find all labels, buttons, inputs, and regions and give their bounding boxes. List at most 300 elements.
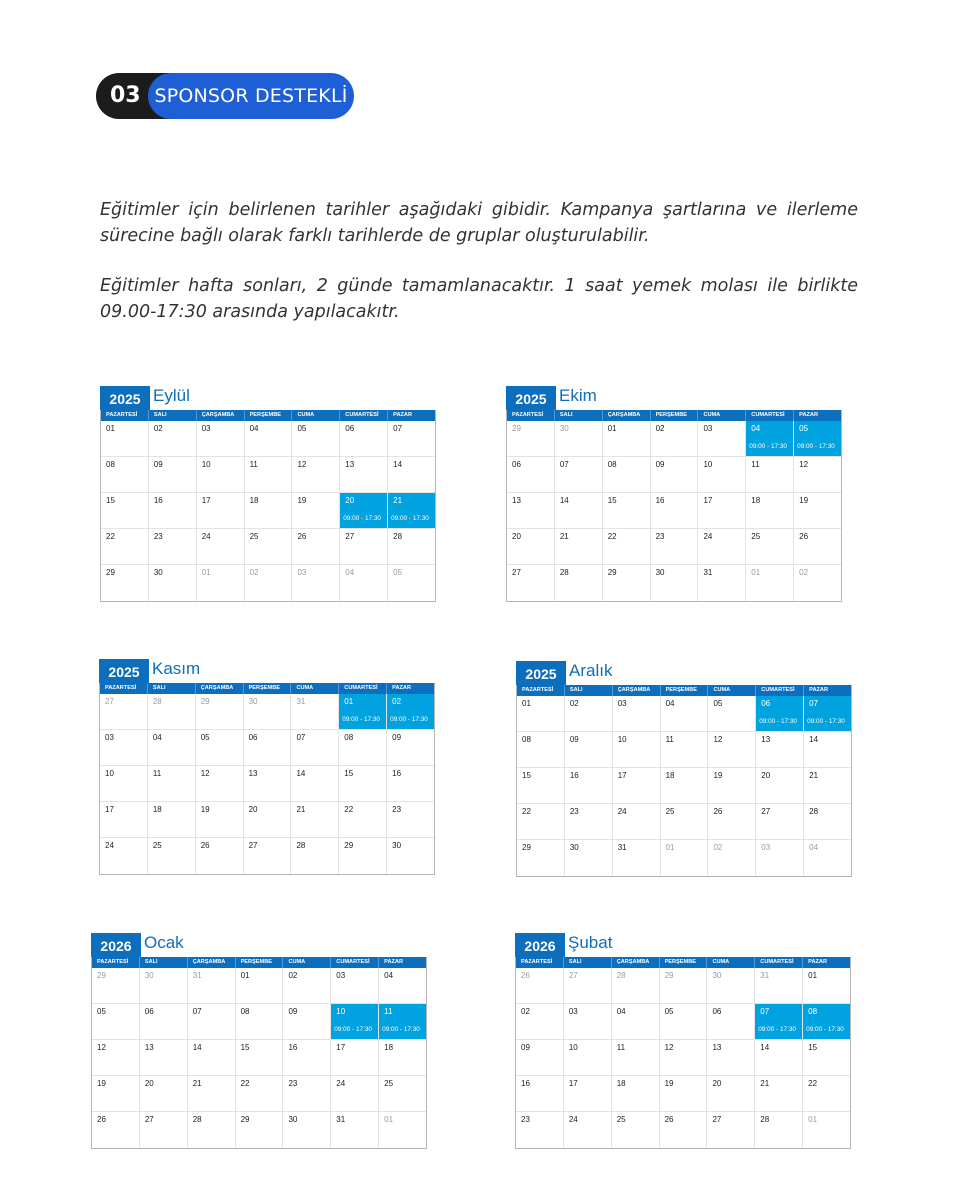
calendar-day-cell: [746, 565, 794, 601]
calendar-week-row: [92, 1112, 426, 1148]
calendar-header: [506, 386, 842, 410]
day-number: 15: [522, 771, 531, 780]
session-time: 09:00 - 17:30: [806, 1026, 844, 1033]
calendar-day-cell: [283, 1004, 331, 1040]
calendar-day-cell: [803, 1076, 850, 1112]
day-number: 27: [512, 568, 521, 577]
calendar-1: [506, 386, 842, 602]
calendar-month: Ocak: [144, 933, 184, 952]
calendar-week-row: [517, 696, 851, 732]
weekday-label: SALI: [149, 410, 197, 421]
calendar-day-cell: [803, 968, 850, 1004]
day-number: 25: [384, 1079, 394, 1088]
calendar-header: [515, 933, 851, 957]
day-number: 23: [288, 1079, 298, 1088]
calendar-day-cell: [387, 802, 434, 838]
day-number: 18: [751, 496, 761, 505]
day-number: 14: [559, 496, 569, 505]
day-number: 24: [105, 841, 114, 850]
day-number: 13: [248, 769, 258, 778]
day-number: 20: [144, 1079, 154, 1088]
day-number: 28: [760, 1115, 770, 1124]
calendar-week-row: [92, 1076, 426, 1112]
day-number: 27: [105, 697, 114, 706]
day-number: 12: [200, 769, 210, 778]
day-number: 22: [106, 532, 115, 541]
session-time: 09:00 - 17:30: [749, 443, 787, 450]
calendar-week-row: [517, 840, 851, 876]
calendar-day-cell: [388, 529, 435, 565]
calendar-day-cell: [707, 1040, 755, 1076]
calendar-day-cell: [140, 1040, 188, 1076]
weekday-header-row: [516, 957, 850, 968]
calendar-day-cell: [339, 838, 387, 874]
day-number: 26: [664, 1115, 674, 1124]
calendar-3: [516, 661, 852, 877]
calendar-day-cell: [100, 730, 148, 766]
training-day-cell: [340, 493, 388, 529]
calendar-day-cell: [188, 1040, 236, 1076]
day-number: 27: [345, 532, 355, 541]
day-number: 09: [655, 460, 665, 469]
calendar-day-cell: [794, 565, 841, 601]
day-number: 02: [655, 424, 665, 433]
calendar-day-cell: [245, 493, 293, 529]
calendar-year: 2026: [515, 933, 565, 957]
calendar-day-cell: [245, 529, 293, 565]
calendar-day-cell: [291, 802, 339, 838]
day-number: 20: [248, 805, 258, 814]
day-number: 18: [384, 1043, 394, 1052]
calendar-week-row: [92, 1004, 426, 1040]
calendar-day-cell: [603, 529, 651, 565]
day-number: 28: [809, 807, 819, 816]
calendar-day-cell: [340, 421, 388, 457]
calendar-day-cell: [331, 968, 379, 1004]
calendar-month: Şubat: [568, 933, 613, 952]
calendar-day-cell: [340, 529, 388, 565]
session-time: 09:00 - 17:30: [382, 1026, 420, 1033]
calendar-day-cell: [148, 838, 196, 874]
day-number: 13: [512, 496, 521, 505]
calendar-day-cell: [651, 457, 699, 493]
calendar-day-cell: [196, 802, 244, 838]
day-number: 06: [712, 1007, 722, 1016]
day-number: 30: [569, 843, 579, 852]
calendar-day-cell: [613, 804, 661, 840]
calendar-week-row: [507, 457, 841, 493]
calendar-day-cell: [564, 1076, 612, 1112]
calendar-day-cell: [197, 529, 245, 565]
session-time: 09:00 - 17:30: [758, 1026, 796, 1033]
day-number: 06: [512, 460, 521, 469]
session-time: 09:00 - 17:30: [391, 515, 429, 522]
day-number: 08: [808, 1007, 818, 1016]
calendar-day-cell: [236, 1040, 284, 1076]
session-time: 09:00 - 17:30: [343, 515, 381, 522]
day-number: 26: [297, 532, 307, 541]
calendar-day-cell: [244, 730, 292, 766]
calendar-year: 2025: [100, 386, 150, 410]
weekday-label: ÇARŞAMBA: [603, 410, 651, 421]
calendar-week-row: [100, 694, 434, 730]
weekday-label: CUMARTESİ: [755, 957, 803, 968]
calendar-day-cell: [236, 1076, 284, 1112]
day-number: 24: [201, 532, 211, 541]
day-number: 22: [240, 1079, 250, 1088]
weekday-label: CUMARTESİ: [339, 683, 387, 694]
day-number: 29: [200, 697, 210, 706]
weekday-label: ÇARŞAMBA: [197, 410, 245, 421]
calendar-day-cell: [603, 421, 651, 457]
day-number: 09: [153, 460, 163, 469]
day-number: 21: [192, 1079, 202, 1088]
day-number: 10: [568, 1043, 578, 1052]
calendar-day-cell: [651, 565, 699, 601]
calendar-day-cell: [794, 493, 841, 529]
day-number: 14: [760, 1043, 770, 1052]
calendar-day-cell: [555, 421, 603, 457]
calendar-day-cell: [707, 1004, 755, 1040]
calendar-day-cell: [507, 565, 555, 601]
calendar-day-cell: [196, 694, 244, 730]
calendar-2: [99, 659, 435, 875]
day-number: 04: [152, 733, 162, 742]
day-number: 01: [751, 568, 761, 577]
weekday-label: PAZARTESİ: [92, 957, 140, 968]
calendar-week-row: [92, 1040, 426, 1076]
calendar-year: 2026: [91, 933, 141, 957]
weekday-label: ÇARŞAMBA: [188, 957, 236, 968]
day-number: 31: [760, 971, 770, 980]
day-number: 16: [655, 496, 665, 505]
calendar-day-cell: [517, 768, 565, 804]
calendar-day-cell: [140, 1076, 188, 1112]
weekday-label: SALI: [140, 957, 188, 968]
calendar-week-row: [516, 1112, 850, 1148]
calendar-day-cell: [244, 838, 292, 874]
day-number: 10: [336, 1007, 346, 1016]
day-number: 23: [569, 807, 579, 816]
calendar-day-cell: [565, 804, 613, 840]
training-day-cell: [388, 493, 435, 529]
calendar-day-cell: [660, 1040, 708, 1076]
calendar-day-cell: [565, 840, 613, 876]
calendar-5: [515, 933, 851, 1149]
calendar-day-cell: [149, 421, 197, 457]
day-number: 17: [201, 496, 211, 505]
calendar-day-cell: [291, 766, 339, 802]
calendar-day-cell: [661, 840, 709, 876]
day-number: 30: [392, 841, 402, 850]
calendar-day-cell: [564, 1004, 612, 1040]
weekday-label: PAZAR: [393, 412, 413, 418]
calendar-day-cell: [291, 694, 339, 730]
day-number: 10: [703, 460, 713, 469]
day-number: 10: [201, 460, 211, 469]
day-number: 28: [296, 841, 306, 850]
day-number: 28: [393, 532, 403, 541]
calendar-day-cell: [803, 1040, 850, 1076]
day-number: 27: [248, 841, 258, 850]
calendar-day-cell: [236, 1004, 284, 1040]
calendar-grid: [515, 957, 851, 1149]
calendar-day-cell: [564, 1112, 612, 1148]
calendar-day-cell: [388, 565, 435, 601]
calendar-day-cell: [236, 968, 284, 1004]
training-day-cell: [746, 421, 794, 457]
calendar-day-cell: [708, 840, 756, 876]
day-number: 13: [712, 1043, 722, 1052]
day-number: 01: [201, 568, 211, 577]
calendar-day-cell: [339, 802, 387, 838]
day-number: 03: [336, 971, 346, 980]
day-number: 27: [712, 1115, 722, 1124]
day-number: 02: [249, 568, 259, 577]
calendar-day-cell: [387, 838, 434, 874]
day-number: 21: [559, 532, 569, 541]
calendar-day-cell: [100, 802, 148, 838]
weekday-label: CUMARTESİ: [331, 957, 379, 968]
calendar-day-cell: [149, 457, 197, 493]
training-day-cell: [387, 694, 434, 730]
day-number: 19: [799, 496, 809, 505]
calendar-day-cell: [196, 838, 244, 874]
calendar-day-cell: [651, 421, 699, 457]
day-number: 08: [607, 460, 617, 469]
day-number: 24: [703, 532, 713, 541]
weekday-label: SALI: [565, 685, 613, 696]
day-number: 01: [808, 1115, 818, 1124]
calendar-day-cell: [379, 968, 426, 1004]
day-number: 07: [192, 1007, 202, 1016]
calendar-grid: [91, 957, 427, 1149]
calendar-day-cell: [612, 1076, 660, 1112]
calendar-day-cell: [291, 730, 339, 766]
calendar-week-row: [100, 802, 434, 838]
day-number: 03: [703, 424, 713, 433]
day-number: 15: [240, 1043, 250, 1052]
training-day-cell: [331, 1004, 379, 1040]
calendar-day-cell: [517, 840, 565, 876]
day-number: 06: [248, 733, 258, 742]
calendar-day-cell: [755, 1076, 803, 1112]
calendar-month: Ekim: [559, 386, 597, 405]
calendar-day-cell: [698, 457, 746, 493]
day-number: 16: [569, 771, 579, 780]
calendar-day-cell: [517, 696, 565, 732]
day-number: 30: [248, 697, 258, 706]
weekday-label: CUMA: [707, 957, 755, 968]
calendar-day-cell: [245, 565, 293, 601]
day-number: 27: [568, 971, 578, 980]
calendar-day-cell: [804, 804, 851, 840]
weekday-label: PAZAR: [384, 959, 404, 965]
day-number: 25: [152, 841, 162, 850]
day-number: 17: [105, 805, 114, 814]
day-number: 18: [665, 771, 675, 780]
calendar-day-cell: [140, 1004, 188, 1040]
day-number: 18: [152, 805, 162, 814]
calendar-day-cell: [708, 768, 756, 804]
calendar-day-cell: [339, 766, 387, 802]
day-number: 05: [393, 568, 403, 577]
calendar-day-cell: [516, 1040, 564, 1076]
day-number: 04: [249, 424, 259, 433]
day-number: 23: [392, 805, 402, 814]
calendar-day-cell: [244, 694, 292, 730]
day-number: 31: [703, 568, 713, 577]
calendar-week-row: [507, 565, 841, 601]
calendar-week-row: [101, 421, 435, 457]
calendar-day-cell: [244, 802, 292, 838]
calendar-header: [91, 933, 427, 957]
calendar-day-cell: [339, 730, 387, 766]
calendar-day-cell: [283, 968, 331, 1004]
calendar-day-cell: [555, 565, 603, 601]
day-number: 25: [665, 807, 675, 816]
day-number: 02: [521, 1007, 530, 1016]
day-number: 01: [808, 971, 818, 980]
calendar-year: 2025: [516, 661, 566, 685]
day-number: 04: [616, 1007, 626, 1016]
day-number: 09: [288, 1007, 298, 1016]
calendar-day-cell: [755, 1040, 803, 1076]
weekday-header-row: [517, 685, 851, 696]
day-number: 02: [153, 424, 163, 433]
day-number: 01: [240, 971, 250, 980]
calendar-day-cell: [708, 696, 756, 732]
day-number: 22: [808, 1079, 818, 1088]
calendar-day-cell: [564, 968, 612, 1004]
calendar-day-cell: [149, 493, 197, 529]
day-number: 12: [97, 1043, 106, 1052]
training-day-cell: [803, 1004, 850, 1040]
calendar-day-cell: [196, 730, 244, 766]
session-time: 09:00 - 17:30: [334, 1026, 372, 1033]
day-number: 31: [617, 843, 627, 852]
calendar-day-cell: [387, 730, 434, 766]
calendar-day-cell: [755, 1112, 803, 1148]
calendar-day-cell: [92, 968, 140, 1004]
day-number: 26: [521, 971, 530, 980]
day-number: 03: [617, 699, 627, 708]
calendar-week-row: [516, 1040, 850, 1076]
calendar-day-cell: [331, 1076, 379, 1112]
calendar-day-cell: [101, 565, 149, 601]
calendar-day-cell: [244, 766, 292, 802]
day-number: 07: [393, 424, 403, 433]
day-number: 22: [344, 805, 354, 814]
weekday-label: SALI: [555, 410, 603, 421]
day-number: 28: [192, 1115, 202, 1124]
calendar-day-cell: [661, 768, 709, 804]
calendar-day-cell: [804, 732, 851, 768]
day-number: 19: [297, 496, 307, 505]
calendar-day-cell: [565, 768, 613, 804]
calendar-header: [99, 659, 435, 683]
calendar-week-row: [101, 457, 435, 493]
day-number: 01: [106, 424, 115, 433]
section-title: SPONSOR DESTEKLİ: [148, 73, 354, 119]
calendar-week-row: [101, 493, 435, 529]
calendar-day-cell: [661, 804, 709, 840]
weekday-label: PAZAR: [799, 412, 819, 418]
calendar-year: 2025: [506, 386, 556, 410]
calendar-day-cell: [140, 968, 188, 1004]
weekday-label: PERŞEMBE: [651, 410, 699, 421]
day-number: 14: [296, 769, 306, 778]
calendar-day-cell: [565, 696, 613, 732]
calendar-day-cell: [661, 696, 709, 732]
weekday-label: CUMARTESİ: [340, 410, 388, 421]
calendar-day-cell: [188, 968, 236, 1004]
day-number: 16: [392, 769, 402, 778]
day-number: 24: [568, 1115, 578, 1124]
day-number: 14: [393, 460, 403, 469]
calendar-day-cell: [148, 802, 196, 838]
calendar-day-cell: [660, 968, 708, 1004]
day-number: 09: [569, 735, 579, 744]
day-number: 27: [761, 807, 771, 816]
calendar-day-cell: [613, 732, 661, 768]
calendar-day-cell: [746, 457, 794, 493]
day-number: 13: [761, 735, 771, 744]
day-number: 03: [297, 568, 307, 577]
session-time: 09:00 - 17:30: [797, 443, 835, 450]
day-number: 22: [522, 807, 531, 816]
day-number: 08: [106, 460, 115, 469]
day-number: 19: [200, 805, 210, 814]
training-day-cell: [339, 694, 387, 730]
day-number: 05: [297, 424, 307, 433]
calendar-day-cell: [197, 565, 245, 601]
calendar-day-cell: [331, 1112, 379, 1148]
weekday-header-row: [92, 957, 426, 968]
calendar-day-cell: [101, 529, 149, 565]
day-number: 02: [713, 843, 723, 852]
weekday-label: PERŞEMBE: [236, 957, 284, 968]
day-number: 04: [665, 699, 675, 708]
day-number: 11: [665, 735, 674, 744]
calendar-day-cell: [698, 529, 746, 565]
calendar-day-cell: [100, 838, 148, 874]
calendar-day-cell: [708, 732, 756, 768]
calendar-day-cell: [603, 493, 651, 529]
calendar-day-cell: [613, 768, 661, 804]
day-number: 07: [296, 733, 306, 742]
day-number: 05: [200, 733, 210, 742]
calendar-day-cell: [507, 457, 555, 493]
weekday-label: CUMARTESİ: [756, 685, 804, 696]
calendar-grid: [506, 410, 842, 602]
calendar-day-cell: [651, 529, 699, 565]
weekday-header-row: [507, 410, 841, 421]
day-number: 02: [288, 971, 298, 980]
calendar-4: [91, 933, 427, 1149]
day-number: 26: [200, 841, 210, 850]
calendar-day-cell: [603, 457, 651, 493]
day-number: 30: [655, 568, 665, 577]
calendar-day-cell: [149, 529, 197, 565]
calendar-grid: [516, 685, 852, 877]
day-number: 11: [249, 460, 258, 469]
day-number: 06: [144, 1007, 154, 1016]
calendar-week-row: [516, 1076, 850, 1112]
calendar-month: Eylül: [153, 386, 190, 405]
calendar-day-cell: [756, 840, 804, 876]
calendar-day-cell: [803, 1112, 850, 1148]
